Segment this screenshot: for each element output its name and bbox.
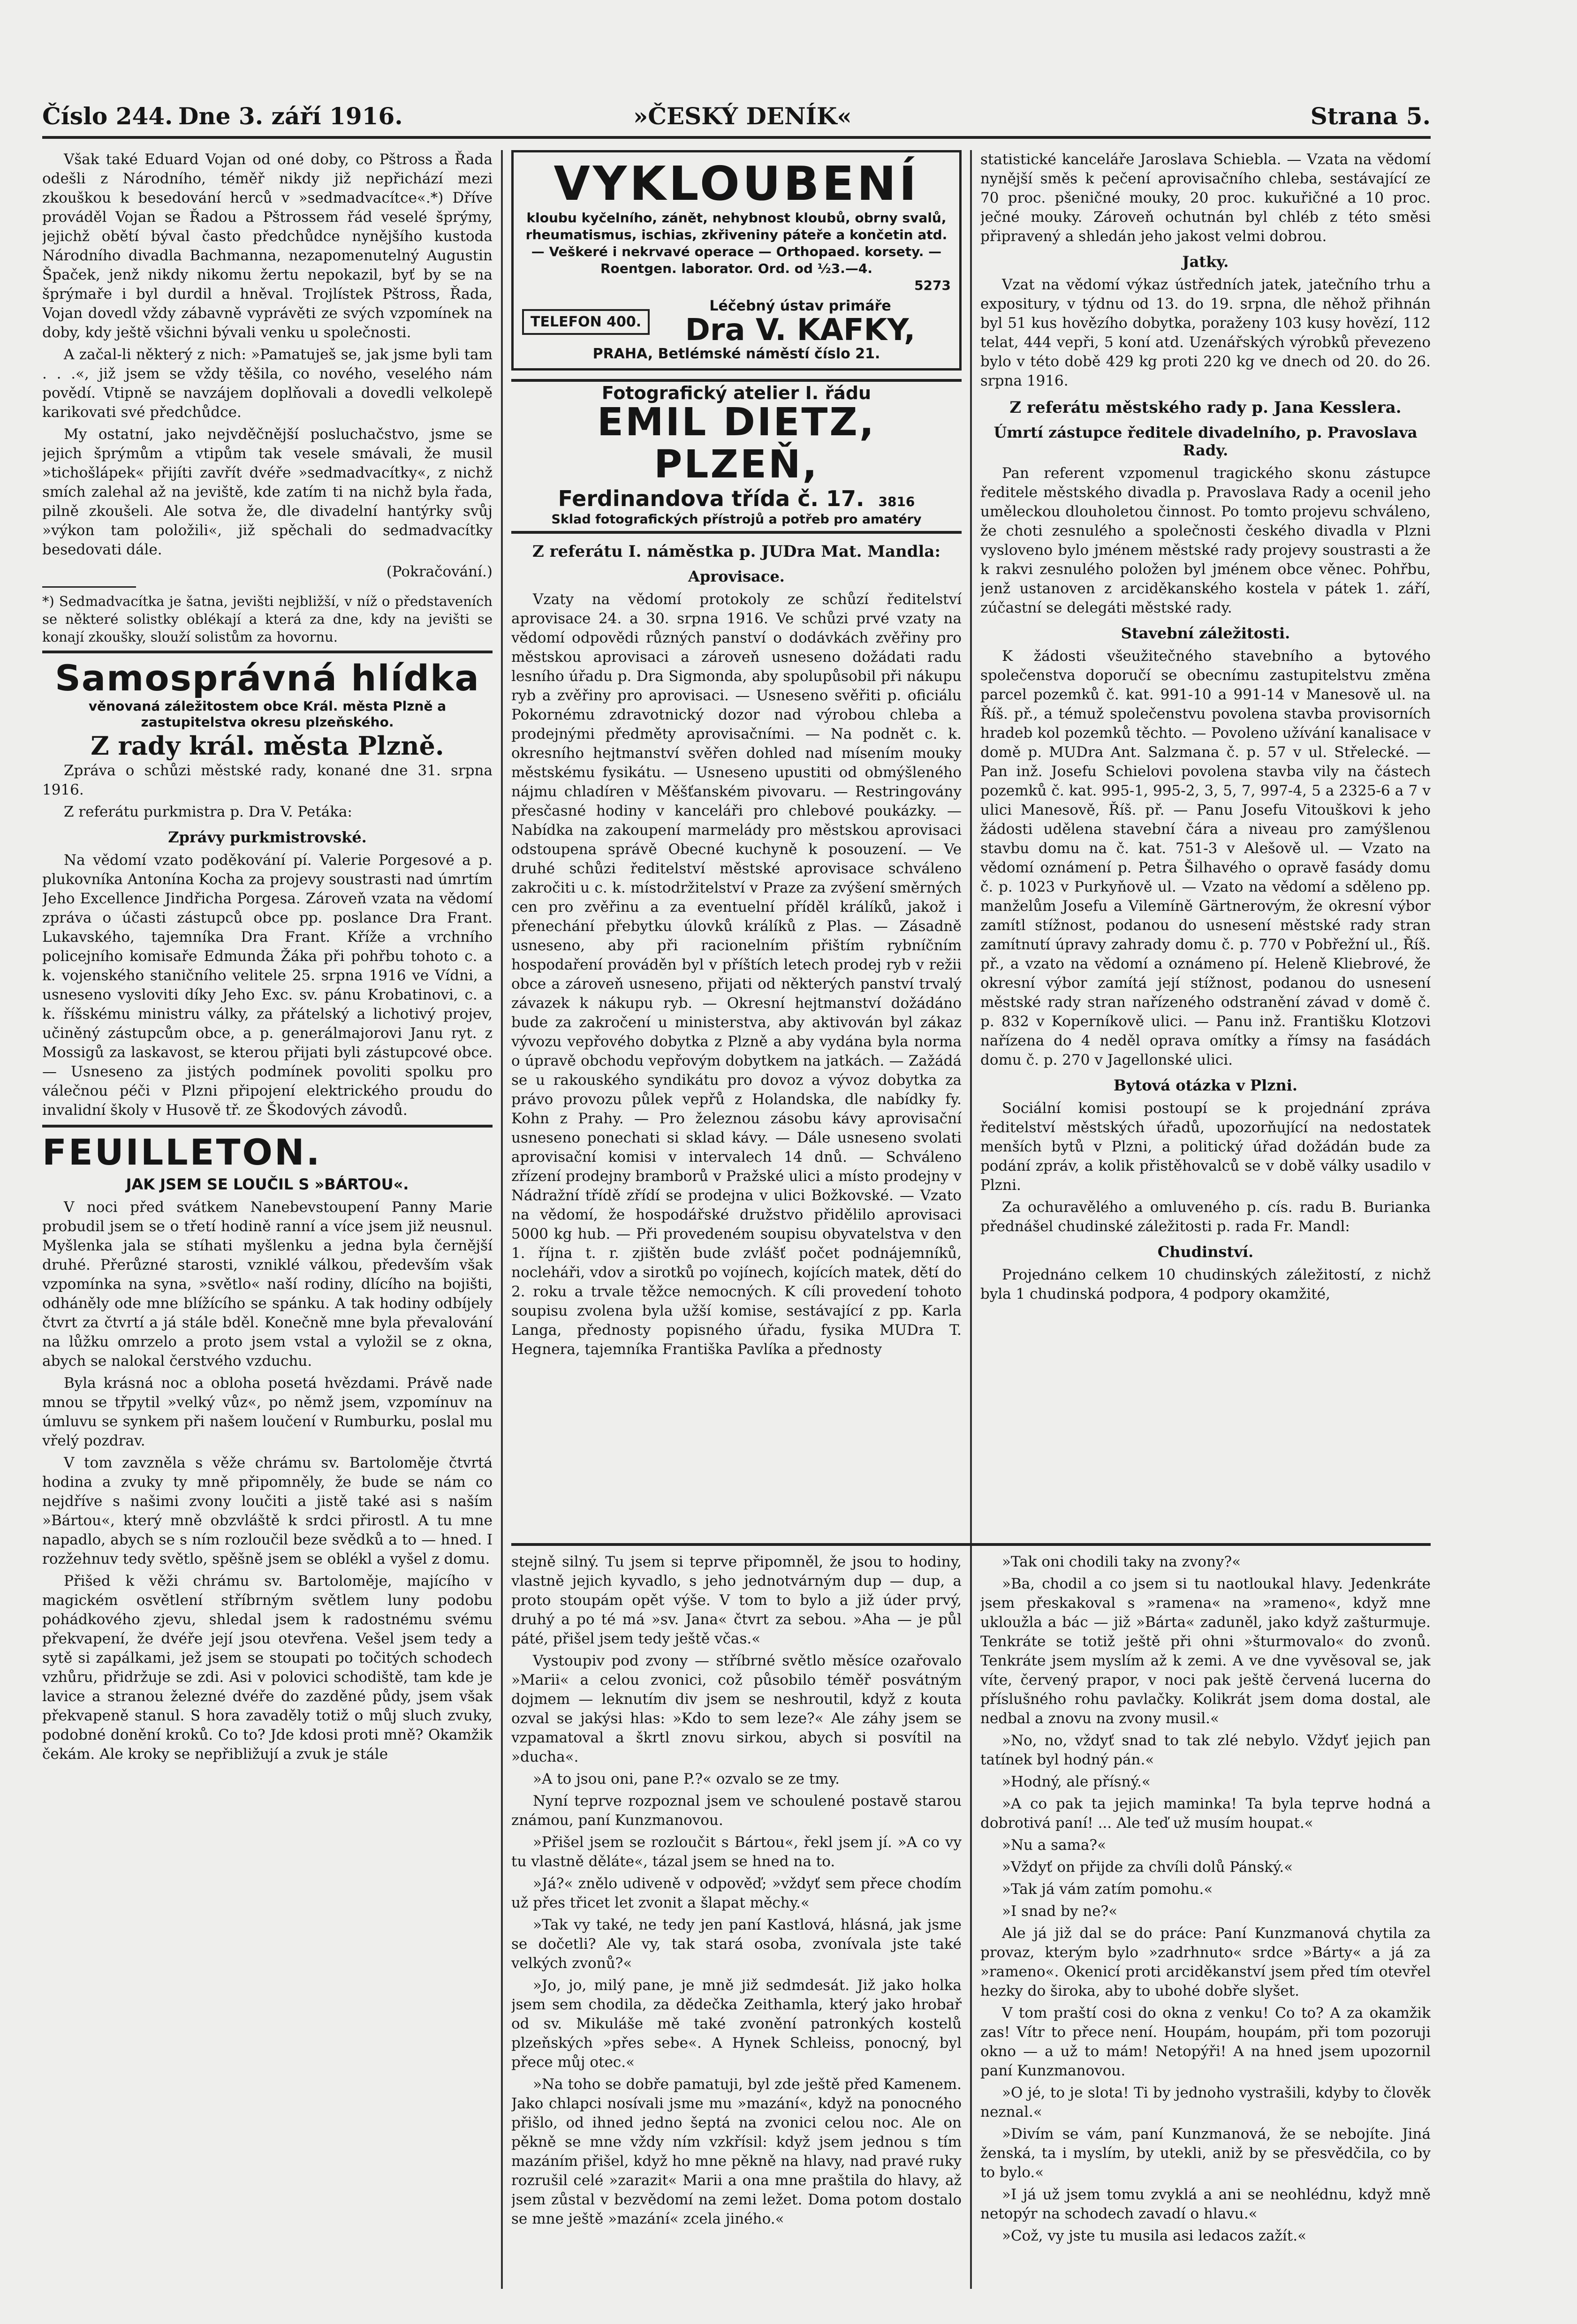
- chudinske-intro: Za ochuravělého a omluveného p. cís. radu B. Burianka přednášel chudinské záležitosti p. rada Fr. Mandl:: [980, 1199, 1431, 1235]
- story-paragraph-3: V tom zavzněla s věže chrámu sv. Bartoloměje čtvrtá hodina a zvuky ty mně připomněly, že bude se nám co nejdříve s našimi zvony loučiti a jistě také asi s naším »Bártou«, který mně obzvláště k srdci přirostl. A tu mne napadlo, abych se s ním rozloučil beze svědků a to — hned. I rozžehnuv tedy světlo, spěšně jsem se oblékl a vyšel z domu.: [42, 1454, 493, 1567]
- column-2: [511, 150, 962, 1552]
- story-continued-7: »Tak vy také, ne tedy jen paní Kastlová, hlásná, jak jsme se dočetli? Ale vy, tak stará osoba, zvonívala jste také velkých zvonů?«: [511, 1916, 962, 1972]
- newspaper-page: [42, 94, 1431, 2289]
- stavebni-paragraph: K žádosti všeužitečného stavebního a bytového společenstva doporučí se obecnímu zastupitelstvu změna parcel pozemků č. kat. 991-10 a 991-14 v Manesově ul. na Říš. př., a témuž společenstvu povolena stavba provisorních hradeb kol pozemků těchto. — Povoleno užívání kanalisace v domě p. MUDra Ant. Salzmana č. p. 57 v ul. Střelecké. — Pan inž. Josefu Schielovi povolena stavba vily na částech pozemků č. kat. 995-1, 995-2, 3, 5, 7, 997-4, 5 a 2325-6 a 7 v ulici Manesově, Říš. př. — Panu Josefu Vitouškovi k jeho žádosti udělena stavební čára a niveau pro zamýšlenou stavbu domu na č. kat. 751-3 v Alešově ul. — Vzato na vědomí oznámení p. Petra Šilhavého o opravě fasády domu č. p. 1023 v Purkyňově ul. — Vzato na vědomí a sděleno pp. manželům Josefu a Vilemíně Gärtnerovým, že okresní výbor zamítl stížnost, podanou do usnesení městské rady stran zamítnutí úpravy zahrady domu č. p. 770 v Pobřežní ul., Říš. př., a vzato na vědomí a oznámeno pí. Heleně Kliebrové, že okresní výbor zamítá její stížnost, podanou do usnesení městské rady stran nařízeného odstranění závad v domě č. p. 832 v Koperníkově ulici. — Panu inž. Františku Klotzovi nařízena do 4 neděl oprava omítky a římsy na fasádách domu č. p. 270 v Jagellonské ulici.: [980, 648, 1431, 1068]
- advertisement-dietz: [511, 379, 962, 534]
- dialogue-2: »Ba, chodil a co jsem si tu naotloukal hlavy. Jedenkráte jsem přeskakoval s »ramena« na »rameno«, když mne ukloužla a bác — již »Bárta« zaduněl, jako když zašturmuje. Tenkráte se totiž ještě při ohni »šturmovalo« do zvonů. Tenkráte jsem myslím až k zemi. A ve dne vyvěsoval se, jak víte, červený prapor, v noci pak ještě červená lucerna do příslušného rohu pavlačky. Kolikrát jsem doma dostal, ale nedbal a znovu na zvony musil.«: [980, 1575, 1431, 1727]
- story-continued-8: »Jo, jo, milý pane, je mně již sedmdesát. Již jako holka jsem sem chodila, za dědečka Zeithamla, který jako hrobař od sv. Mikuláše mě také zvonění patronkých kostelů plzeňských »přes sebe«. A Hynek Schleiss, ponocný, byl přece můj otec.«: [511, 1977, 962, 2071]
- subheading-rada: Úmrtí zástupce ředitele divadelního, p. Pravoslava Rady.: [993, 424, 1418, 459]
- issue-number: Číslo 244.: [42, 102, 173, 130]
- story-continued-1: stejně silný. Tu jsem si teprve připomněl, že jsou to hodiny, vlastně jejich kyvadlo, s jeho jednotvárným dup — dup, a proto stoupám opět výše. V tom to bylo a již úder prvý, druhý a po té má »sv. Jana« čtvrt za sebou. »Aha — je půl páté, přišel jsem tedy ještě včas.«: [511, 1553, 962, 1647]
- memoir-paragraph-3: My ostatní, jako nejvděčnější posluchačstvo, jsme se jejich šprýmům a vtipům tak vesele smávali, že musil »tichošlápek« přijíti zavřít dvéře »sedmadvacítky«, z nichž smích zalehal až na jeviště, kde zatím ti na nichž byla řada, pilně zkoušeli. Ale sotva že, dle divadelní hantýrky svůj »výkon tam položili«, již spěchali do sedmadvacítky besedovati dále.: [42, 426, 493, 558]
- dialogue-1: »Tak oni chodili taky na zvony?«: [1002, 1553, 1241, 1570]
- column-1: [42, 150, 493, 2289]
- dialogue-11: V tom praští cosi do okna z venku! Co to? A za okamžik zas! Vítr to přece není. Houpám, houpám, při tom pozoruji okno — a už to mám! Netopýři! A na hned jsem upozornil paní Kunzmanovou.: [980, 2005, 1431, 2079]
- ad-row: [522, 298, 951, 346]
- feuilleton-divider: [511, 1543, 1431, 1546]
- page-number: Strana 5.: [1310, 102, 1431, 130]
- rada-paragraph: Pan referent vzpomenul tragického skonu zástupce ředitele městského divadla p. Pravoslava Rady a ocenil jeho uměleckou dlouholetou činnost. Po tomto projevu schváleno, že choti zesnulého a společnosti českého divadla v Plzni vysloveno bylo jménem městské rady projevy soustrasti a že k rakvi zesnulého položen byl jménem obce věnec. Pohřbu, jenž ustanoven z arciděkanského kostela v pátek 1. září, zúčastní se delegáti městské rady.: [980, 465, 1431, 616]
- story-paragraph-1: V noci před svátkem Nanebevstoupení Panny Marie probudil jsem se o třetí hodině ranní a více jsem již neusnul. Myšlenka jala se stíhati myšlenku a jedna byla černější druhé. Přerůzné starosti, vzniklé válkou, především však vzpomínka na syna, »světlo« naší rodiny, dlícího na bojišti, odháněly ode mne blížícího se spánku. A tak hodiny odbíjely čtvrt za čtvrtí a já stále bděl. Konečně mne byla převalování na lůžku omrzelo a proto jsem vstal a vyložil se z okna, abych se nalokal čerstvého vzduchu.: [42, 1199, 493, 1370]
- aprovisace-paragraph: Vzaty na vědomí protokoly ze schůzí ředitelství aprovisace 24. a 30. srpna 1916. Ve schůzi prvé vzaty na vědomí odpovědi různých panství o dodávkách zvěřiny pro městskou aprovisaci a zároveň usneseno dožádati radu lesního úřadu p. Dra Sigmonda, aby spolupůsobil při nákupu ryb a zvěřiny pro aprovisaci. — Usneseno svěřiti p. oficiálu Pokornému zdravotnický dozor nad výrobou chleba a prodejnými předměty aprovisačními. — Na podnět c. k. okresního hejtmanství svěřen dohled nad mísením mouky městskému fysikátu. — Usneseno upustiti od obmýšleného nájmu chladíren v Měšťanském pivovaru. — Restringovány přesčasné hodiny v kanceláři pro chlebové poukázky. — Nabídka na zakoupení marmelády pro městskou aprovisaci odstoupena správě Obecné kuchyně k posouzení. — Ve druhé schůzi ředitelství městské aprovisace schváleno zakročiti u c. k. místodržitelství v Praze za zvýšení směrných cen pro zvěřinu a za eventuelní příděl králíků, jakož i přenechání přebytku úlovků králíků z Plas. — Zásadně usneseno, aby při racionelním přištím rybníčním hospodaření prováděn byl v příštích letech prodej ryb v režii obce a zároveň usneseno, přijati od některých panství trvalý závazek k nákupu ryb. — Okresní hejtmanství dožádáno bude za zakročení u ministerstva, aby aktivován byl zákaz vývozu vepřového dobytka z Plzně a aby vydána byla norma o úpravě obchodu vepřovým dobytkem na jatkách. — Zažádá se u rakouského syndikátu pro dovoz a vývoz dobytka za právo provozu půlek vepřů z Holandska, dle nabídky fy. Kohn z Prahy. — Pro železnou zásobu kávy aprovisační usneseno ponechati si sklad kávy. — Dále usneseno svolati aprovisační komisi v intervalech 14 dnů. — Schváleno zřízení prodejny bramborů v Pražské ulici a místo prodejny v Nádražní třídě zřídí se prodejna v ulici Božkovské. — Vzato na vědomí, že hospodářské družstvo přidělilo aprovisaci 5000 kg hub. — Při provedeném soupisu obyvatelstva v den 1. října t. r. zjištěn bude zvlášť počet podnájemníků, nocleháři, vdov a sirotků po vojínech, kojících matek, dětí do 2. roku a trvale těžce nemocných. K cíli provedení tohoto soupisu zvolena byla užší komise, sestávající z pp. Karla Langa, přednosty popisného úřadu, fysika MUDra T. Hegnera, tajemníka Františka Pavlíka a přednosty: [511, 591, 962, 1358]
- story-continued-6: »Já?« znělo udiveně v odpověď; »vždyť sem přece chodím už přes třicet let zvonit a šlapat měchy.«: [511, 1875, 962, 1911]
- mayor-report-intro: Z referátu purkmistra p. Dra V. Petáka:: [64, 803, 352, 820]
- mayor-news-paragraph: Na vědomí vzato poděkování pí. Valerie Porgesové a p. plukovníka Antonína Kocha za projevy soustrasti nad úmrtím Jeho Excellence Jindřicha Porgesa. Zároveň vzata na vědomí zpráva o účasti zástupců obce pp. poslance Dra Frant. Lukavského, tajemníka Dra Frant. Kříže a vrchního policejního komisaře Edmunda Žáka při pohřbu tohoto c. a k. vojenského staničního velitele 25. srpna 1916 ve Vídni, a usneseno vysloviti díky Jeho Exc. sv. pánu Krobatinovi, c. a k. říšskému ministru války, za přátelský a lichotivý projev, učiněný zástupcům obce, a p. generálmajorovi Janu ryt. z Mossigů za laskavost, se kterou přijati byli zástupcové obce. — Usneseno za jistých podmínek povoliti spolku pro válečnou péči v Plzni připojení elektrického proudu do invalidní školy v Husově tř. ze Škodových závodů.: [42, 852, 493, 1119]
- dialogue-15: »Což, vy jste tu musila asi ledacos zažít.«: [1002, 2227, 1307, 2244]
- ad-number: 5273: [914, 278, 951, 293]
- ad-dietz-name: EMIL DIETZ, PLZEŇ,: [597, 400, 876, 487]
- subheading-stavebni: Stavební záležitosti.: [1121, 624, 1290, 642]
- section-heading: Z rady král. města Plzně.: [91, 731, 444, 761]
- rubric-kessler: Z referátu městského rady p. Jana Kesslera.: [1009, 398, 1402, 417]
- newspaper-title: »ČESKÝ DENÍK«: [633, 102, 852, 130]
- masthead: [42, 94, 1431, 139]
- ad-doctor: Dra V. KAFKY,: [685, 313, 916, 348]
- story-continued-9: »Na toho se dobře pamatuji, byl zde ještě před Kamenem. Jako chlapci nosívali jsme mu »mazání«, když na ponocného přišlo, od ihned jedno šeptá na zvonici celou noc. Ale on pěkně se mne vždy ním vzkřísil: když jsem jednou s tím mazáním přišel, když ho mne pěkně na hlavy, nad pravé ruky rozrušil celé »zarazit« Marii a ona mne praštila do hlavy, až jsem zůstal v bezvědomí na zemi ležet. Doma potom dostalo se mne ještě »mazání« zcela jiného.«: [511, 2076, 962, 2227]
- ad-address: PRAHA, Betlémské náměstí číslo 21.: [592, 346, 880, 362]
- subheading-mayor-news: Zprávy purkmistrovské.: [168, 828, 367, 846]
- ad-dietz-address-row: [511, 486, 962, 511]
- feuilleton-title: FEUILLETON.: [42, 1131, 322, 1173]
- advertisement-kafka: [511, 150, 962, 371]
- chudinstvi-paragraph: Projednáno celkem 10 chudinských záležitostí, z nichž byla 1 chudinská podpora, 4 podpory okamžité,: [980, 1266, 1431, 1302]
- dialogue-13: »Divím se vám, paní Kunzmanová, že se nebojíte. Jiná ženská, ta i myslím, by utekli, aniž by se přesvědčila, co by to bylo.«: [980, 2126, 1431, 2181]
- section-title: Samosprávná hlídka: [55, 657, 480, 699]
- subheading-bytova: Bytová otázka v Plzni.: [1114, 1076, 1297, 1094]
- story-title: JAK JSEM SE LOUČIL S »BÁRTOU«.: [126, 1175, 409, 1193]
- ad-institute-block: [650, 298, 951, 346]
- footnote: *) Sedmadvacítka je šatna, jevišti nejbližší, v níž o představeních se některé solistky oblékají a která za dne, kdy na jevišti se konají zkoušky, slouží solistům za hovornu.: [42, 593, 493, 645]
- ad-phone-box: TELEFON 400.: [522, 309, 650, 335]
- ad-dietz-address: Ferdinandova třída č. 17.: [558, 486, 864, 511]
- council-intro: Zpráva o schůzi městské rady, konané dne 31. srpna 1916.: [42, 762, 493, 798]
- aprovisace-continued: statistické kanceláře Jaroslava Schiebla. — Vzata na vědomí nynější směs k pečení aprovisačního chleba, sestávající ze 70 proc. pšeničné mouky, 20 proc. kukuřičné a 10 proc. ječné mouky. Zároveň ochutnán byl chléb z této směsi připravený a shledán jeho jakost velmi dobrou.: [980, 151, 1431, 245]
- ad-headline: VYKLOUBENÍ: [553, 156, 919, 211]
- rubric-mandl: Z referátu I. náměstka p. JUDra Mat. Mandla:: [532, 542, 941, 561]
- story-continued-3: »A to jsou oni, pane P.?« ozvalo se ze tmy.: [533, 1771, 840, 1787]
- subheading-aprovisace: Aprovisace.: [688, 568, 785, 585]
- continued-note: (Pokračování.): [386, 563, 493, 580]
- memoir-paragraph-1: Však také Eduard Vojan od oné doby, co Pštross a Řada odešli z Národního, téměř nikdy již nepřichází mezi zkouškou k besedování herců v »sedmadvacítce«.*) Dříve prováděl Vojan se Řadou a Pštrossem řád veselé šprýmy, jejichž obětí býval často předchůdce nynějšího kustoda Národního divadla Bachmanna, nezapomenutelný Augustin Špaček, jenž nikdy nikomu žertu nepokazil, byť by se na šprýmaře i byl durdil a hněval. Trojlístek Pštross, Řada, Vojan dovedl vždy zábavně vyprávěti ze svých vzpomínek na doby, kdy ještě všichni bývali venku u společnosti.: [42, 151, 493, 341]
- dialogue-3: »No, no, vždyť snad to tak zlé nebylo. Vždyť jejich pan tatínek byl hodný pán.«: [980, 1732, 1431, 1768]
- ad-institute: Léčebný ústav primáře: [709, 298, 891, 314]
- dialogue-6: »Nu a sama?«: [1002, 1837, 1107, 1854]
- ad-description: kloubu kyčelního, zánět, nehybnost kloubů, obrny svalů, rheumatismus, ischias, zkřiveniny páteře a končetin atd. — Veškeré i nekrvavé operace — Orthopaed. korsety. — Roentgen. laborator. Ord. od ½3.—4.: [525, 210, 948, 276]
- ad-dietz-number: 3816: [878, 494, 915, 509]
- feuilleton-rule: [42, 1125, 493, 1128]
- story-column-3: [980, 1552, 1431, 2289]
- story-paragraph-2: Byla krásná noc a obloha posetá hvězdami. Právě nade mnou se třpytil »velký vůz«, po němž jsem, vzpomínuv na úmluvu se synkem při našem loučení v Rumburku, poslal mu vřelý pozdrav.: [42, 1375, 493, 1449]
- ad-dietz-top: Fotografický atelier I. řádu: [601, 383, 872, 403]
- story-continued-2: Vystoupiv pod zvony — stříbrné světlo měsíce ozařovalo »Marii« a celou zvonici, což působilo téměř posvátným dojmem — leknutím div jsem se neshroutil, když z kouta ozval se jakýsi hlas: »Kdo to sem leze?« Ale záhy jsem se vzpamatoval a škrtl znovu sirkou, abych si posvítil na »ducha«.: [511, 1652, 962, 1765]
- bytova-paragraph: Sociální komisi postoupí se k projednání zpráva ředitelství městských úřadů, upozorňující na nedostatek menších bytů v Plzni, a politický úřad dožádán bude za podání zpráv, a kolik přistěhovalců se v době války usadilo v Plzni.: [980, 1100, 1431, 1194]
- story-continued-4: Nyní teprve rozpoznal jsem ve schoulené postavě starou známou, paní Kunzmanovou.: [511, 1793, 962, 1829]
- section-subtitle: věnovaná záležitostem obce Král. města Plzně a zastupitelstva okresu plzeňského.: [88, 698, 447, 730]
- dialogue-12: »O jé, to je slota! Ti by jednoho vystrašili, kdyby to člověk neznal.«: [980, 2084, 1431, 2120]
- story-paragraph-4: Přišed k věži chrámu sv. Bartoloměje, majícího v magickém osvětlení stříbrným světlem luny podobu pohádkového zjevu, shledal jsem k radostnému svému překvapení, že dvéře její jsou otevřena. Vešel jsem tedy a sytě si zapálkami, jež jsem se stoupati po točitých schodech vzhůru, přidržuje se zdi. Asi v polovici schodiště, tam kde je lavice a stranou železné dvéře do zazděné půdy, jsem však překvapeně stanul. S hora zavaděly totiž o můj sluch zvuky, podobné donění kroků. Co to? Jde kdosi proti mně? Okamžik čekám. Ale kroky se nepřibližují a zvuk je stále: [42, 1573, 493, 1763]
- jatky-paragraph: Vzat na vědomí výkaz ústředních jatek, jatečního trhu a expositury, v týdnu od 13. do 19. srpna, dle něhož přihnán byl 51 kus hovězího dobytka, poraženy 103 kusy hovězí, 112 telat, 444 vepři, 5 koní atd. Uzenářských výrobků převezeno bylo v této době 429 kg proti 220 kg ve dnech od 20. do 26. srpna 1916.: [980, 276, 1431, 389]
- story-continued-5: »Přišel jsem se rozloučit s Bártou«, řekl jsem jí. »A co vy tu vlastně děláte«, tázal jsem se hned na to.: [511, 1834, 962, 1870]
- issue-date: Dne 3. září 1916.: [178, 102, 403, 130]
- subheading-chudinstvi: Chudinství.: [1157, 1243, 1254, 1261]
- column-3: [980, 150, 1431, 1552]
- section-rule: [42, 651, 493, 653]
- dialogue-7: »Vždyť on přijde za chvíli dolů Pánský.«: [1002, 1859, 1293, 1876]
- ad-dietz-bottom: Sklad fotografických přístrojů a potřeb pro amatéry: [551, 512, 922, 527]
- story-column-2: [511, 1552, 962, 2289]
- column-rule-1: [501, 150, 503, 2289]
- subheading-jatky: Jatky.: [1182, 253, 1229, 271]
- dialogue-14: »I já už jsem tomu zvyklá a ani se neohlédnu, když mně netopýr na schodech zavadí o hlavu.«: [980, 2186, 1431, 2222]
- dialogue-4: »Hodný, ale přísný.«: [1002, 1773, 1151, 1790]
- footnote-rule: [42, 586, 136, 588]
- dialogue-5: »A co pak ta jejich maminka! Ta byla teprve hodná a dobrotivá paní! ... Ale teď už musím houpat.«: [980, 1795, 1431, 1832]
- dialogue-10: Ale já již dal se do práce: Paní Kunzmanová chytila za provaz, kterým bylo »zadrhnuto« srdce »Bárty« a já za »rameno«. Okenicí proti arciděkanství jsem před tím otevřel hezky do široka, aby to ubohé dobře slyšet.: [980, 1925, 1431, 1999]
- column-rule-2: [970, 150, 972, 2289]
- memoir-paragraph-2: A začal-li některý z nich: »Pamatuješ se, jak jsme byli tam . . .«, již jsem se vždy těšila, co nového, veselého nám povědí. Vtipně se navzájem doplňovali a dovedli velkolepě karikovati své předchůdce.: [42, 346, 493, 421]
- dialogue-9: »I snad by ne?«: [1002, 1903, 1118, 1920]
- dialogue-8: »Tak já vám zatím pomohu.«: [1002, 1881, 1213, 1898]
